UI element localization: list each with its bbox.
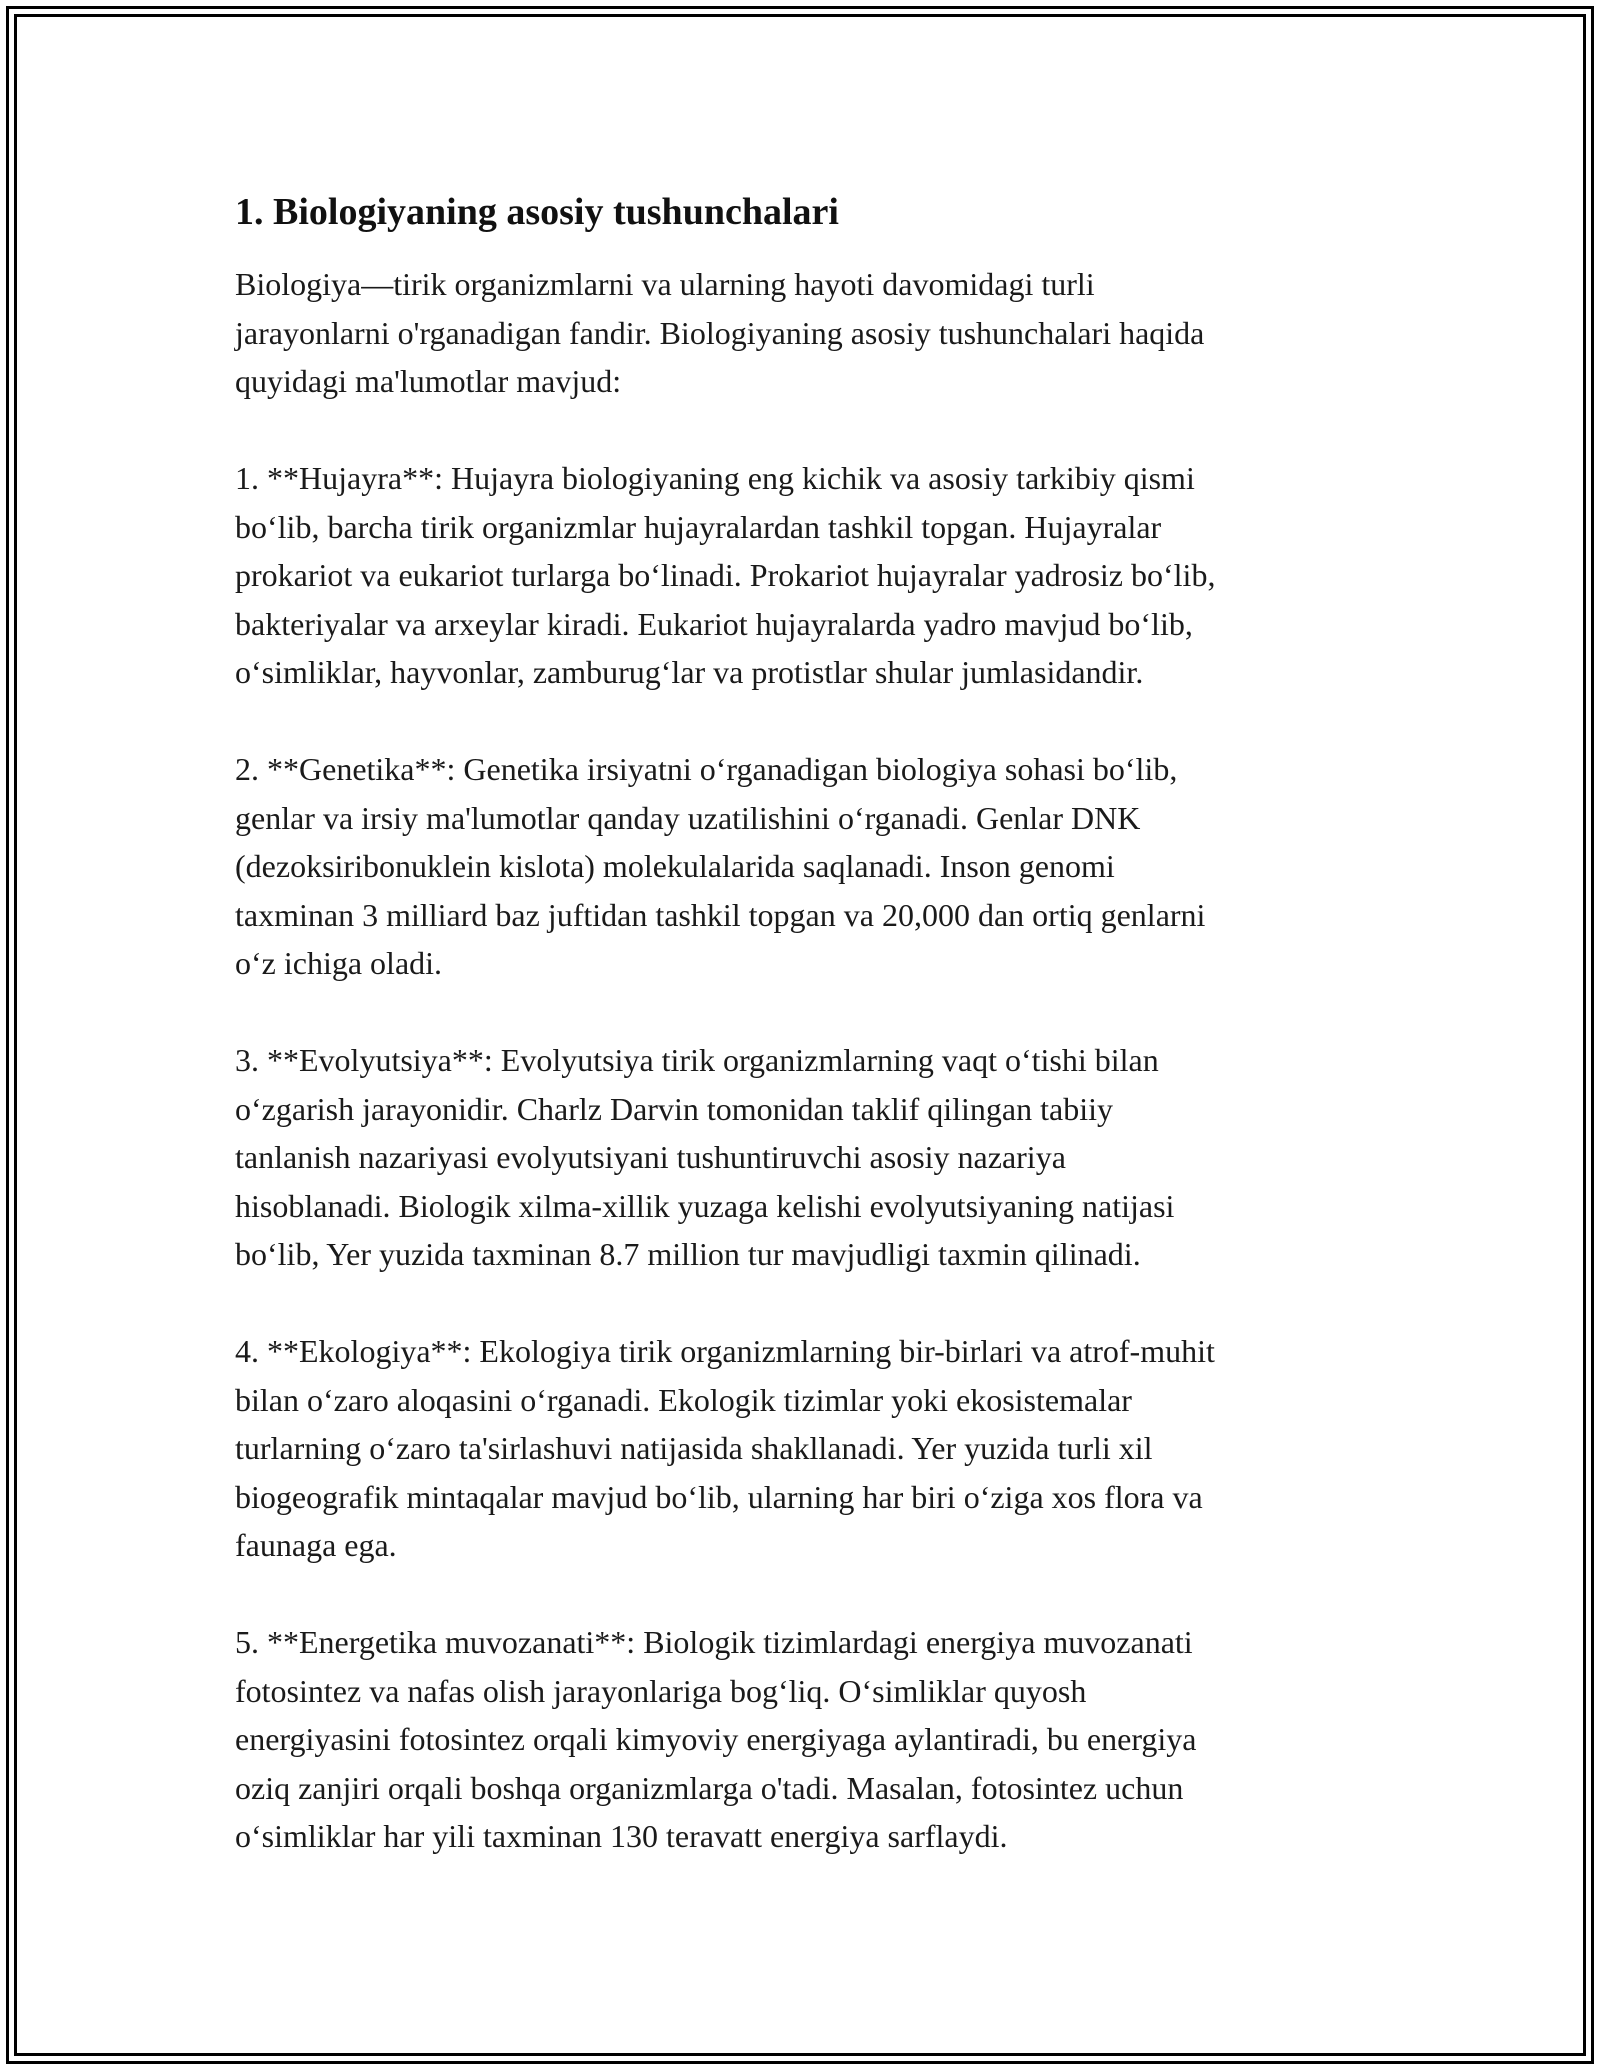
list-item-ekologiya: 4. **Ekologiya**: Ekologiya tirik organizmlarning bir-birlari va atrof-muhit bilan o‘zaro aloqasini o‘rganadi. Ekologik tizimlar yoki ekosistemalar turlarning o‘zaro ta'sirlashuvi natijasida shakllanadi. Yer yuzida turli xil biogeografik mintaqalar mavjud bo‘lib, ularning har biri o‘ziga xos flora va faunaga ega. <box>235 1333 1215 1563</box>
list-item-hujayra: 1. **Hujayra**: Hujayra biologiyaning eng kichik va asosiy tarkibiy qismi bo‘lib, barcha tirik organizmlar hujayralardan tashkil topgan. Hujayralar prokariot va eukariot turlarga bo‘linadi. Prokariot hujayralar yadrosiz bo‘lib, bakteriyalar va arxeylar kiradi. Eukariot hujayralarda yadro mavjud bo‘lib, o‘simliklar, hayvonlar, zamburug‘lar va protistlar shular jumlasidandir. <box>235 460 1216 690</box>
list-item-evolyutsiya: 3. **Evolyutsiya**: Evolyutsiya tirik organizmlarning vaqt o‘tishi bilan o‘zgarish jarayonidir. Charlz Darvin tomonidan taklif qilingan tabiiy tanlanish nazariyasi evolyutsiyani tushuntiruvchi asosiy nazariya hisoblanadi. Biologik xilma-xillik yuzaga kelishi evolyutsiyaning natijasi bo‘lib, Yer yuzida taxminan 8.7 million tur mavjudligi taxmin qilinadi. <box>235 1042 1175 1272</box>
intro-paragraph: Biologiya—tirik organizmlarni va ularning hayoti davomidagi turli jarayonlarni o'rganadigan fandir. Biologiyaning asosiy tushunchalari haqida quyidagi ma'lumotlar mavjud: <box>235 266 1205 399</box>
document-body <box>235 188 1370 1909</box>
section-heading: 1. Biologiyaning asosiy tushunchalari <box>235 191 839 233</box>
list-item-energetika: 5. **Energetika muvozanati**: Biologik tizimlardagi energiya muvozanati fotosintez va nafas olish jarayonlariga bog‘liq. O‘simliklar quyosh energiyasini fotosintez orqali kimyoviy energiyaga aylantiradi, bu energiya oziq zanjiri orqali boshqa organizmlarga o'tadi. Masalan, fotosintez uchun o‘simliklar har yili taxminan 130 teravatt energiya sarflaydi. <box>235 1624 1197 1854</box>
list-item-genetika: 2. **Genetika**: Genetika irsiyatni o‘rganadigan biologiya sohasi bo‘lib, genlar va irsiy ma'lumotlar qanday uzatilishini o‘rganadi. Genlar DNK (dezoksiribonuklein kislota) molekulalarida saqlanadi. Inson genomi taxminan 3 milliard baz juftidan tashkil topgan va 20,000 dan ortiq genlarni o‘z ichiga oladi. <box>235 751 1206 981</box>
